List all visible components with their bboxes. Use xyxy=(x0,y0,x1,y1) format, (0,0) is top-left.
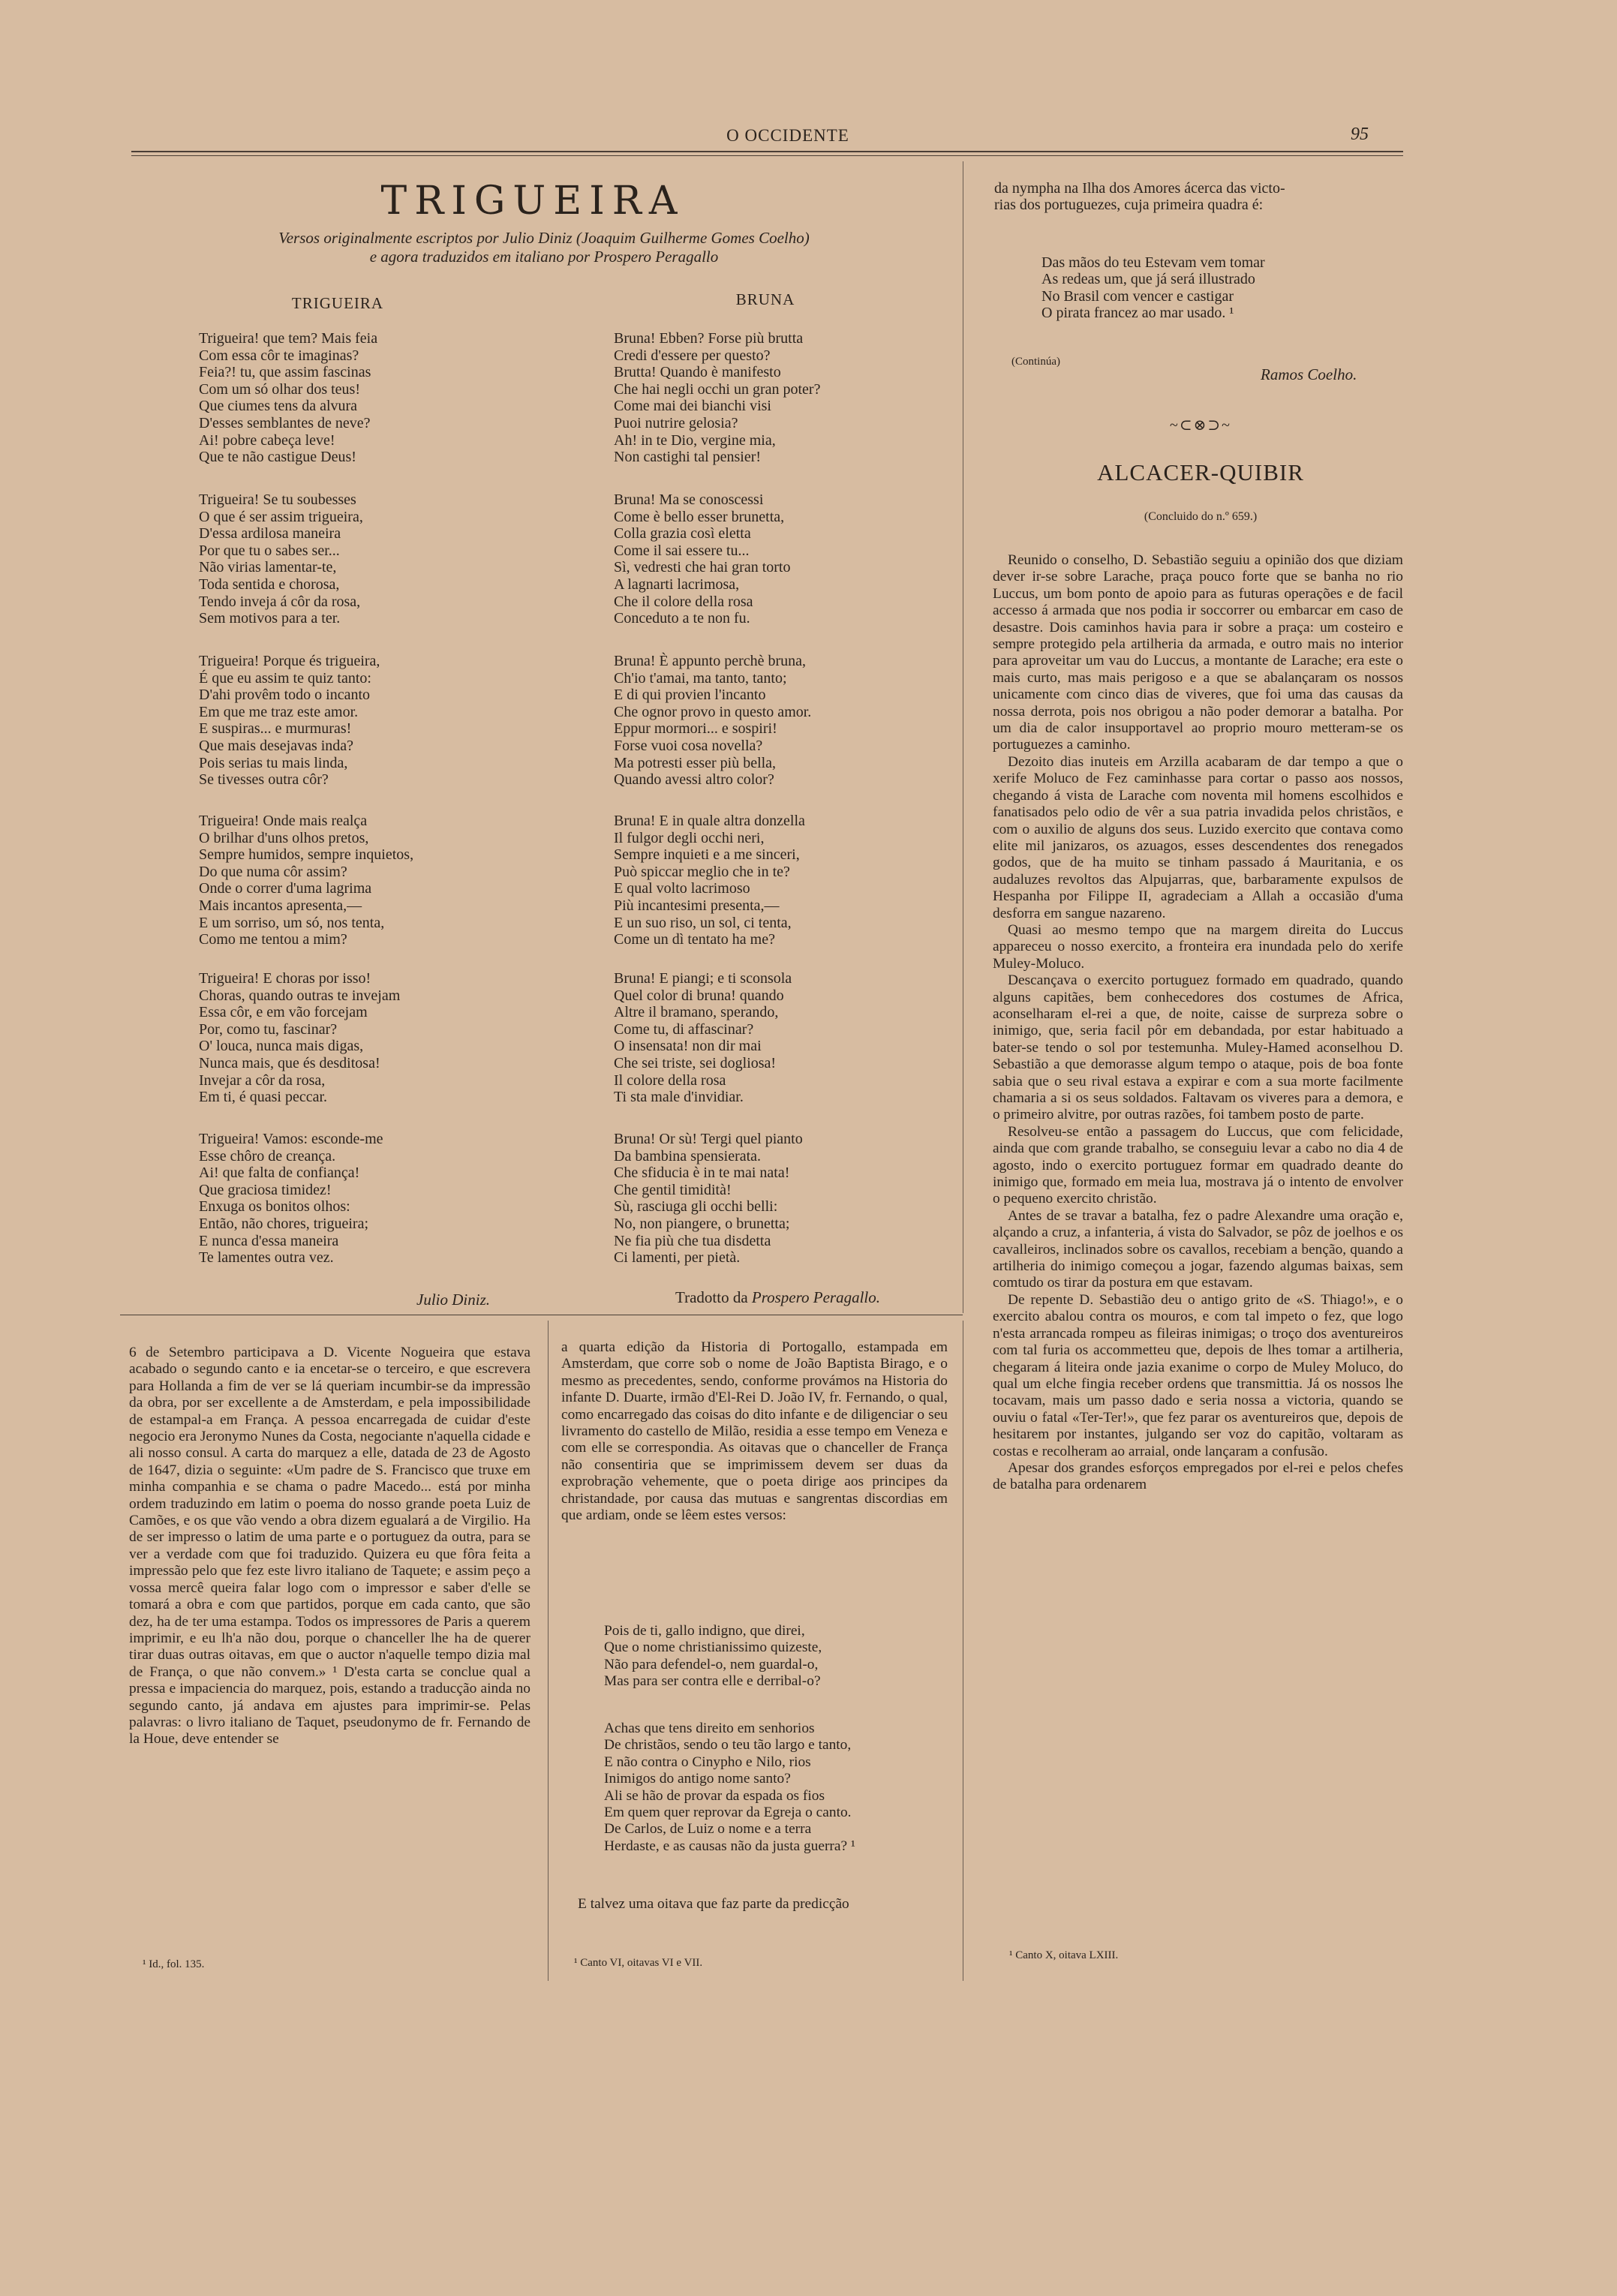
stanza-line: Choras, quando outras te invejam xyxy=(199,987,401,1004)
stanza-line: Essa côr, e em vão forcejam xyxy=(199,1004,368,1021)
stanza-line: Em que me traz este amor. xyxy=(199,703,359,720)
stanza-line: Come è bello esser brunetta, xyxy=(614,508,785,525)
stanza-line: Che il colore della rosa xyxy=(614,593,753,610)
verse-line: As redeas um, que já será illustrado xyxy=(1041,271,1255,288)
stanza-line: Sù, rasciuga gli occhi belli: xyxy=(614,1198,778,1216)
stanza-line: E qual volto lacrimoso xyxy=(614,880,750,897)
stanza-line: E suspiras... e murmuras! xyxy=(199,720,352,738)
verse-line: De Carlos, de Luiz o nome e a terra xyxy=(604,1821,812,1838)
verse-line: Ali se hão de provar da espada os fios xyxy=(604,1787,825,1804)
article-paragraph: Dezoito dias inuteis em Arzilla acabaram de dar tempo a que o xerife Moluco de Fez caminhasse para cortar o passo aos nossos, chegando á vista de Larache com noventa mil homens escolhidos e fanatisados pelo odio de vêr a sua patria invadida pelos christãos, e com o auxilio de alguns dos seus. Luzido exercito que contava como elite mil janizaros, os azuagos, esses descendentes dos renegados godos, que de ha muito se tinham passado á Mauritania, e os audaluzes revoltos das Alpujarras, que, barbaramente expulsos de Hespanha por Filippe II, agradeciam a Allah a occasião d'uma desforra em sangue nazareno. xyxy=(993,753,1403,921)
translator-signature xyxy=(675,1288,880,1307)
poem-subtitle-line: e agora traduzidos em italiano por Prospero Peragallo xyxy=(369,248,719,266)
stanza-line: Che sei triste, sei dogliosa! xyxy=(614,1054,777,1071)
stanza-line: Bruna! Ma se conoscessi xyxy=(614,491,764,508)
stanza-line: O' louca, nunca mais digas, xyxy=(199,1038,364,1055)
stanza-line: Bruna! E in quale altra donzella xyxy=(614,813,805,829)
body-paragraph: a quarta edição da Historia di Portogallo, estampada em Amsterdam, que corre sob o nome de João Baptista Birago, e o mesmo as precedentes, sendo, conforme provámos na Historia do infante D. Duarte, irmão d'El-Rei D. João IV, fr. Fernando, o qual, como encarregado das coisas do dito infante e de diligenciar o seu livramento do castello de Milão, residia a esse tempo em Veneza e com elle se correspondia. As oitavas que o chanceller de França não consentiria que se imprimissem devem ser duas da exprobração vehemente, que o poeta dirige aos principes da christandade, por causa das mutuas e sangrentas discordias em que ardiam, onde se lêem estes versos: xyxy=(561,1339,948,1524)
stanza xyxy=(199,491,363,627)
stanza-line: Il colore della rosa xyxy=(614,1071,726,1089)
stanza xyxy=(614,653,811,789)
poem-author-signature: Julio Diniz. xyxy=(416,1291,490,1309)
stanza xyxy=(614,813,805,948)
article-paragraph: Reunido o conselho, D. Sebastião seguiu a opinião dos que diziam dever ir-se sobre Larache, praça pouco forte que se banha no rio Luccus, um bom ponto de apoio para as futuras operações e de facil accesso á armada que nos podia ir soccorrer ou embarcar em caso de desastre. Dois caminhos havia para ir sobre a praça: um costeiro e sempre protegido pela artilheria da armada, e outro mais no interior para aproveitar um vau do Luccus, a montante de Larache; era este o mais curto, mas mais perigoso e a que se abalançaram os nossos unicamente com cinco dias de viveres, que foi uma das causas da nossa derrota, pois nos obrigou a não poder demorar a batalha. Por um dia de calor insupportavel ao proprio mouro metteram-se os portuguezes a caminho. xyxy=(993,552,1403,753)
stanza xyxy=(199,813,413,948)
verse-line: Que o nome christianissimo quizeste, xyxy=(604,1639,822,1656)
col3-intro-line: da nympha na Ilha dos Amores ácerca das victo- xyxy=(994,180,1285,197)
col3-quatrain xyxy=(1041,254,1402,322)
stanza-line: Altre il bramano, sperando, xyxy=(614,1004,779,1021)
stanza-line: Conceduto a te non fu. xyxy=(614,610,750,627)
stanza-line: Ai! que falta de confiança! xyxy=(199,1165,360,1182)
fleuron-ornament: ~⊂⊗⊃~ xyxy=(1170,417,1231,434)
stanza xyxy=(199,330,377,466)
stanza-line: Trigueira! Porque és trigueira, xyxy=(199,653,380,669)
stanza-line: Ah! in te Dio, vergine mia, xyxy=(614,431,776,449)
stanza-line: Bruna! Ebben? Forse più brutta xyxy=(614,330,804,347)
stanza-line: Eppur mormori... e sospiri! xyxy=(614,720,777,738)
stanza-line: Esse chôro de creança. xyxy=(199,1147,336,1165)
stanza-line: Nunca mais, que és desditosa! xyxy=(199,1054,380,1071)
poem-subtitle-line: Versos originalmente escriptos por Julio Diniz (Joaquim Guilherme Gomes Coelho) xyxy=(278,229,810,247)
stanza-line: Ti sta male d'invidiar. xyxy=(614,1089,744,1106)
footnote-middle: ¹ Canto VI, oitavas VI e VII. xyxy=(574,1957,703,1969)
stanza-line: Por, como tu, fascinar? xyxy=(199,1020,338,1038)
italian-heading: BRUNA xyxy=(735,290,795,308)
article-body xyxy=(993,552,1403,1494)
stanza-line: Quando avessi altro color? xyxy=(614,771,774,789)
stanza-line: Che ognor provo in questo amor. xyxy=(614,703,812,720)
stanza-line: No, non piangere, o brunetta; xyxy=(614,1215,790,1232)
stanza xyxy=(614,491,791,627)
stanza-line: Trigueira! Onde mais realça xyxy=(199,813,368,829)
stanza-line: Que graciosa timidez! xyxy=(199,1181,332,1198)
stanza-line: Do que numa côr assim? xyxy=(199,863,347,880)
stanza-line: Tendo inveja á côr da rosa, xyxy=(199,593,361,610)
stanza-line: Trigueira! Vamos: esconde-me xyxy=(199,1131,383,1147)
stanza xyxy=(199,653,380,789)
stanza-line: Pois serias tu mais linda, xyxy=(199,754,348,771)
stanza-line: Ch'io t'amai, ma tanto, tanto; xyxy=(614,669,787,687)
stanza-line: Che gentil timidità! xyxy=(614,1181,732,1198)
stanza-line: Então, não chores, trigueira; xyxy=(199,1215,369,1232)
stanza-line: Come il sai essere tu... xyxy=(614,542,750,559)
stanza-line: D'esses semblantes de neve? xyxy=(199,414,371,431)
article-paragraph: Quasi ao mesmo tempo que na margem direita do Luccus appareceu o nosso exercito, a fronteira era inundada pelo do xerife Muley-Moluco. xyxy=(993,921,1403,972)
stanza xyxy=(199,970,400,1106)
footnote-right: ¹ Canto X, oitava LXIII. xyxy=(1009,1949,1119,1961)
header-rule-thin xyxy=(131,155,1403,156)
stanza-line: Onde o correr d'uma lagrima xyxy=(199,880,372,897)
stanza-line: E un suo riso, un sol, ci tenta, xyxy=(614,914,792,931)
stanza-line: Com um só olhar dos teus! xyxy=(199,380,360,398)
stanza-line: Que te não castigue Deus! xyxy=(199,449,356,466)
article-paragraph: Resolveu-se então a passagem do Luccus, que com felicidade, ainda que com grande trabalho, se conseguiu levar a cabo no dia 4 de agosto, indo o exercito portuguez formar em quadrado deante do inimigo que, formado em meia lua, mostrava já o intento de envolver o pequeno exercito christão. xyxy=(993,1123,1403,1207)
stanza-line: Mais incantos apresenta,— xyxy=(199,897,362,914)
stanza-line: Non castighi tal pensier! xyxy=(614,449,762,466)
stanza-line: Trigueira! que tem? Mais feia xyxy=(199,330,378,347)
stanza xyxy=(614,970,792,1106)
verse-line: E não contra o Cinypho e Nilo, rios xyxy=(604,1754,811,1770)
stanza-line: Ne fia più che tua disdetta xyxy=(614,1232,771,1249)
verse-line: Mas para ser contra elle e derribal-o? xyxy=(604,1673,821,1690)
stanza-line: Trigueira! Se tu soubesses xyxy=(199,491,356,508)
stanza-line: Quel color di bruna! quando xyxy=(614,987,784,1004)
verse-line: Não para defendel-o, nem guardal-o, xyxy=(604,1656,819,1672)
stanza-line: Te lamentes outra vez. xyxy=(199,1249,334,1267)
footnote-left: ¹ Id., fol. 135. xyxy=(143,1958,205,1970)
stanza-line: Sem motivos para a ter. xyxy=(199,610,341,627)
stanza-line: E di qui provien l'incanto xyxy=(614,687,766,704)
verse-line: No Brasil com vencer e castigar xyxy=(1041,287,1234,305)
poem-subtitle xyxy=(150,229,938,266)
header-rule xyxy=(131,151,1403,152)
stanza-line: Bruna! È appunto perchè bruna, xyxy=(614,653,807,669)
bottom-left-text xyxy=(129,1345,530,1748)
stanza-line: Invejar a côr da rosa, xyxy=(199,1071,326,1089)
stanza-line: Sempre inquieti e a me sinceri, xyxy=(614,846,800,864)
verse-line: Pois de ti, gallo indigno, que direi, xyxy=(604,1623,805,1639)
col3-intro-line: rias dos portuguezes, cuja primeira quadra é: xyxy=(994,197,1264,214)
article-title: ALCACER-QUIBIR xyxy=(1097,459,1304,485)
bottom-middle-text xyxy=(561,1339,948,1524)
stanza-line: Brutta! Quando è manifesto xyxy=(614,364,781,381)
translator-prefix: Tradotto da xyxy=(675,1288,752,1306)
verse-line: Herdaste, e as causas não da justa guerra? ¹ xyxy=(604,1838,855,1854)
verse-line: De christãos, sendo o teu tão largo e tanto, xyxy=(604,1737,852,1754)
stanza-line: Por que tu o sabes ser... xyxy=(199,542,340,559)
portuguese-heading: TRIGUEIRA xyxy=(291,294,384,312)
stanza-line: E um sorriso, um só, nos tenta, xyxy=(199,914,385,931)
stanza-line: Que ciumes tens da alvura xyxy=(199,398,358,415)
stanza xyxy=(199,1131,383,1267)
stanza-line: Come tu, di affascinar? xyxy=(614,1020,754,1038)
stanza-line: É que eu assim te quiz tanto: xyxy=(199,669,371,687)
stanza-line: Toda sentida e chorosa, xyxy=(199,576,340,593)
stanza-line: Não virias lamentar-te, xyxy=(199,559,337,576)
verse-line: Inimigos do antigo nome santo? xyxy=(604,1771,791,1787)
stanza xyxy=(614,330,820,466)
article-paragraph: Antes de se travar a batalha, fez o padre Alexandre uma oração e, alçando a cruz, a infanteria, á vista do Salvador, se pôz de joelhos e os cavalleiros, inclinados sobre os cavallos, recebiam a benção, quando a artilheria do inimigo começou a jogar, fazendo algumas baixas, sem comtudo os tirar da postura em que estavam. xyxy=(993,1207,1403,1291)
translator-name: Prospero Peragallo. xyxy=(751,1288,881,1306)
stanza xyxy=(614,1131,803,1267)
article-paragraph: Apesar dos grandes esforços empregados por el-rei e pelos chefes de batalha para ordenarem xyxy=(993,1459,1403,1493)
stanza-line: Ai! pobre cabeça leve! xyxy=(199,431,335,449)
stanza-line: Trigueira! E choras por isso! xyxy=(199,970,371,987)
poem-title: TRIGUEIRA xyxy=(380,179,685,224)
article-paragraph: De repente D. Sebastião deu o antigo grito de «S. Thiago!», e o exercito abalou contra os mouros, e com tal impeto o fez, que logo n'esta arrancada rompeu as fileiras inimigas; o troço dos aventureiros com tal furia os accommetteu que, depois de lhes tomar a artilheria, chegaram á liteira onde jazia exanime o corpo de Muley Moluco, do qual um elche fingia receber ordens que transmittia. Já os nossos lhe tocavam, mais um passo dado e seria nossa a victoria, quando se ouviu o fatal «Ter-Ter!», que fez parar os aventureiros que, depois de hesitarem por instantes, julgando ser voz do capitão, voltaram as costas e recolheram ao arraial, onde lançaram a confusão. xyxy=(993,1291,1403,1459)
continua-note: (Continúa) xyxy=(1011,356,1060,368)
stanza-line: D'essa ardilosa maneira xyxy=(199,525,341,542)
stanza-line: Feia?! tu, que assim fascinas xyxy=(199,364,371,381)
stanza-line: Ci lamenti, per pietà. xyxy=(614,1249,741,1267)
stanza-line: Come un dì tentato ha me? xyxy=(614,931,775,948)
stanza-line: Bruna! E piangi; e ti sconsola xyxy=(614,970,792,987)
stanza-line: Credi d'essere per questo? xyxy=(614,347,771,364)
verse-line: O pirata francez ao mar usado. ¹ xyxy=(1041,305,1234,322)
stanza-line: Enxuga os bonitos olhos: xyxy=(199,1198,350,1216)
stanza-line: Sì, vedresti che hai gran torto xyxy=(614,559,791,576)
stanza-line: D'ahi provêm todo o incanto xyxy=(199,687,370,704)
stanza-line: Como me tentou a mim? xyxy=(199,931,347,948)
journal-title: O OCCIDENTE xyxy=(726,126,849,145)
stanza-line: E nunca d'essa maneira xyxy=(199,1232,339,1249)
stanza-line: Ma potresti esser più bella, xyxy=(614,754,777,771)
stanza-line: Forse vuoi cosa novella? xyxy=(614,737,763,754)
stanza-line: A lagnarti lacrimosa, xyxy=(614,576,740,593)
stanza-line: Puoi nutrire gelosia? xyxy=(614,414,738,431)
page-number: 95 xyxy=(1351,125,1369,144)
verse-line: Das mãos do teu Estevam vem tomar xyxy=(1041,254,1265,271)
col3-intro xyxy=(994,180,1411,214)
stanza-line: Che sfiducia è in te mai nata! xyxy=(614,1165,790,1182)
stanza-line: Il fulgor degli occhi neri, xyxy=(614,829,765,846)
stanza-line: Più incantesimi presenta,— xyxy=(614,897,780,914)
stanza-line: Sempre humidos, sempre inquietos, xyxy=(199,846,414,864)
stanza-line: Que mais desejavas inda? xyxy=(199,737,354,754)
camoes-verse-2 xyxy=(604,1720,949,1855)
verse-line: Em quem quer reprovar da Egreja o canto. xyxy=(604,1805,852,1821)
bottom-middle-closing: E talvez uma oitava que faz parte da predicção xyxy=(578,1896,849,1912)
stanza-line: O insensata! non dir mai xyxy=(614,1038,762,1055)
stanza-line: Bruna! Or sù! Tergi quel pianto xyxy=(614,1131,803,1147)
stanza-line: Come mai dei bianchi visi xyxy=(614,398,771,415)
stanza-line: Em ti, é quasi peccar. xyxy=(199,1089,328,1106)
stanza-line: O que é ser assim trigueira, xyxy=(199,508,363,525)
stanza-line: Se tivesses outra côr? xyxy=(199,771,329,789)
stanza-line: Com essa côr te imaginas? xyxy=(199,347,359,364)
col3-signature: Ramos Coelho. xyxy=(1261,365,1357,383)
verse-line: Achas que tens direito em senhorios xyxy=(604,1720,815,1736)
stanza-line: Che hai negli occhi un gran poter? xyxy=(614,380,821,398)
article-subtitle: (Concluido do n.º 659.) xyxy=(1144,510,1258,523)
stanza-line: Da bambina spensierata. xyxy=(614,1147,762,1165)
column-divider-bottom-left xyxy=(548,1321,549,1981)
stanza-line: Colla grazia così eletta xyxy=(614,525,751,542)
stanza-line: O brilhar d'uns olhos pretos, xyxy=(199,829,369,846)
stanza-line: Può spiccar meglio che in te? xyxy=(614,863,790,880)
article-paragraph: Descançava o exercito portuguez formado em quadrado, quando alguns capitães, bem conhecedores dos costumes de Africa, aconselharam el-rei a que, de noite, caisse de surpreza sobre o inimigo, que, seria facil pôr em debandada, por estar habituado a bater-se tendo o sol por testemunha. Muley-Hamed aconselhou D. Sebastião a que demorasse algum tempo o ataque, pois de boa fonte sabia que o seu rival estava a expirar e com a sua morte facilmente chamaria a si os seus soldados. Faltavam os viveres para a demora, e o primeiro alvitre, por outras razões, foi tambem posto de parte. xyxy=(993,972,1403,1123)
camoes-verse-1 xyxy=(604,1623,949,1690)
body-paragraph: 6 de Setembro participava a D. Vicente Nogueira que estava acabado o segundo canto e ia encetar-se o terceiro, e que escrevera para Hollanda a fim de ver se lá queriam incumbir-se da impressão da obra, por ser excellente a de Amsterdam, e pela impossibilidade de estampal-a em França. A pessoa encarregada de cuidar d'este negocio era Jeronymo Nunes da Costa, negociante n'aquella cidade e ali nosso consul. A carta do marquez a elle, datada de 23 de Agosto de 1647, dizia o seguinte: «Um padre de S. Francisco que truxe em minha companhia e se chama o padre Macedo... está por minha ordem traduzindo em latim o poema do nosso grande poeta Luiz de Camões, e os que vão vendo a obra dizem egualará a de Virgilio. Ha de ser impresso o latim de uma parte e o portuguez da outra, para se ver a verdade com que foi traduzido. Quizera eu que fôra feita a impressão pelo que fez este livro italiano de Taquete; e assim peço a vossa mercê queira falar logo com o impressor e saber d'elle se tomará a obra e com que partidos, porque em cada canto, que são dez, ha de ter uma estampa. Todos os impressores de Paris a querem imprimir, e eu lh'a não dou, porque o chanceller lhe ha de querer tirar duas outras oitavas, em que o auctor n'aquelle tempo dizia mal de França, o que não convem.» ¹ D'esta carta se conclue qual a pressa e impaciencia do marquez, pois, estando a traducção ainda no segundo canto, já andava em ajustes para imprimir-se. Pelas palavras: o livro italiano de Taquet, pseudonymo de fr. Fernando de la Houe, deve entender se xyxy=(129,1345,530,1748)
